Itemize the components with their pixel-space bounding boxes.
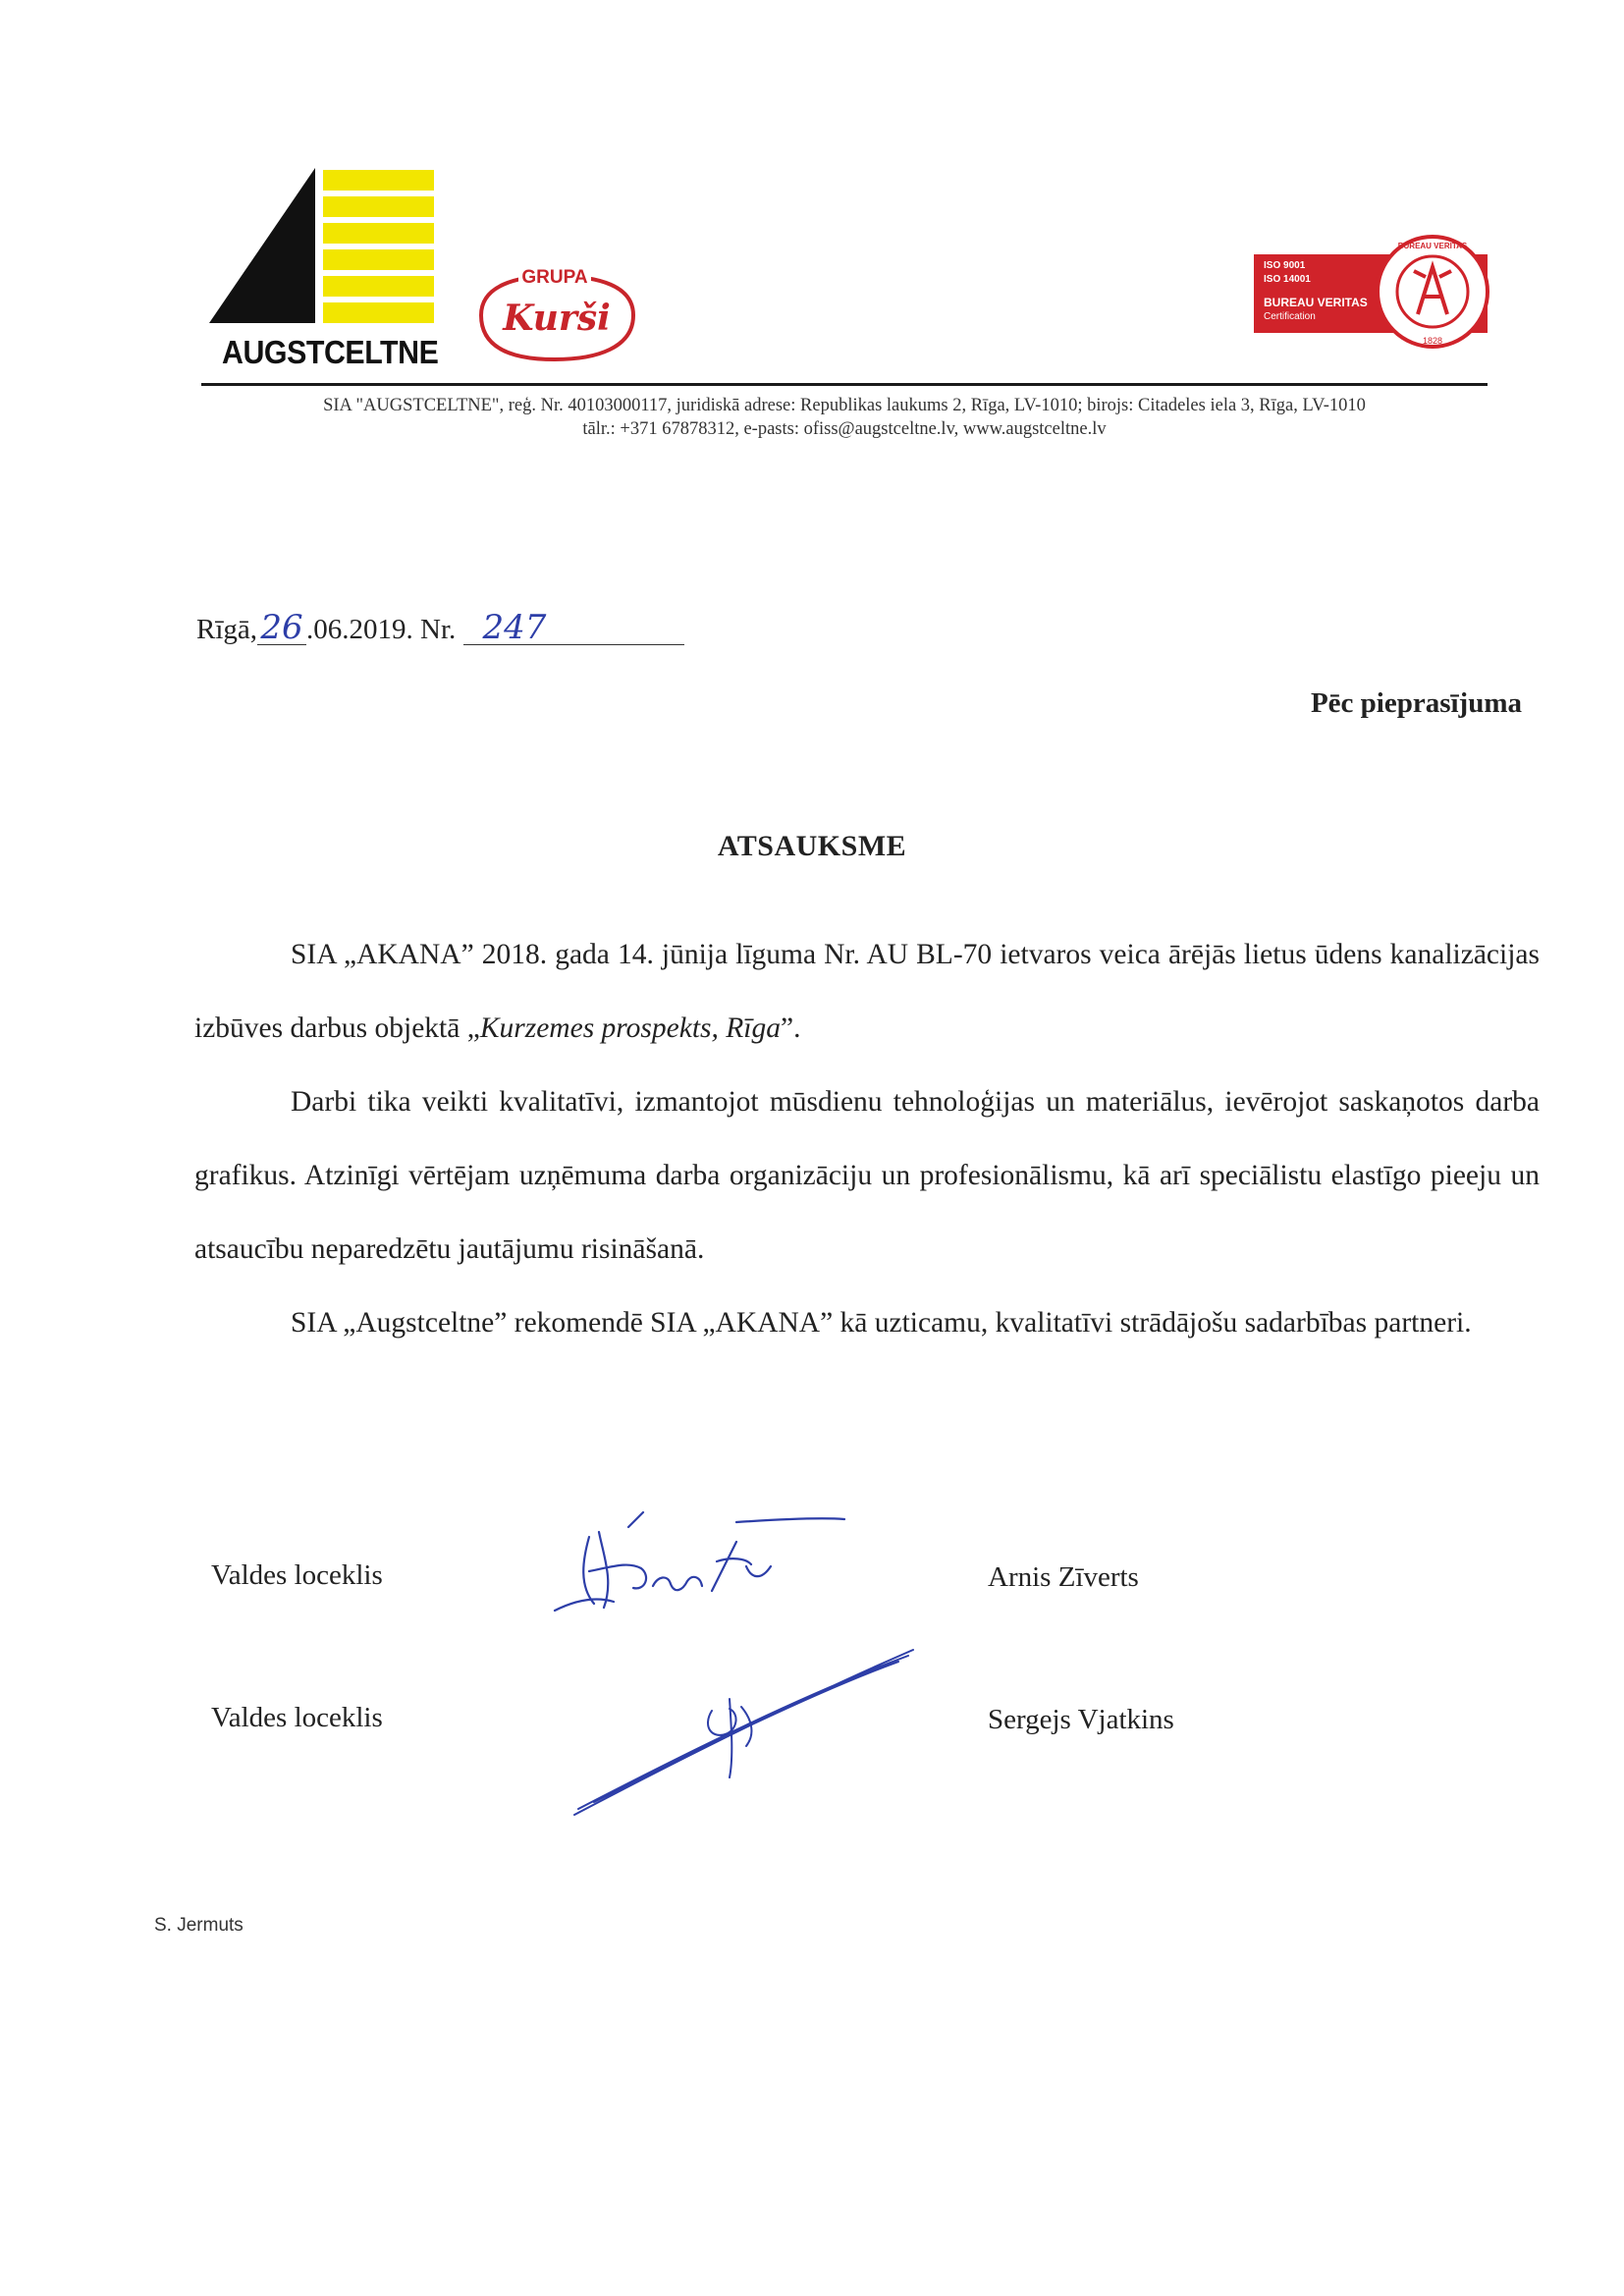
paragraph-contract: [194, 918, 1540, 1066]
paragraph-1-text: SIA „AKANA” 2018. gada 14. jūnija līguma Nr. AU BL-70 ietvaros veica ārējās lietus ūdens kanalizācijas izbūves darbus objektā „: [194, 939, 1540, 1044]
kursi-logo-name: Kurši: [503, 298, 611, 339]
company-contacts: tālr.: +371 67878312, e-pasts: ofiss@augstceltne.lv, www.augstceltne.lv: [582, 419, 1107, 439]
signature-1-icon: [535, 1507, 849, 1625]
handwritten-document-number: 247: [463, 611, 684, 645]
seal-text: BUREAU VERITAS: [1397, 242, 1468, 250]
certification-label: Certification: [1264, 311, 1316, 322]
signatory-1-name: Arnis Zīverts: [988, 1561, 1139, 1593]
object-name: Kurzemes prospekts, Rīga: [479, 1012, 781, 1044]
paragraph-3-text: SIA „Augstceltne” rekomendē SIA „AKANA” kā uzticamu, kvalitatīvi strādājošu sadarbības partneri.: [291, 1307, 1472, 1339]
handwritten-day: 26: [257, 611, 306, 645]
date-number-line: [196, 608, 684, 647]
request-label: Pēc pieprasījuma: [1310, 687, 1522, 719]
document-author: S. Jermuts: [154, 1915, 244, 1936]
kursi-logo-grupa: GRUPA: [521, 267, 588, 288]
bureau-veritas-label: BUREAU VERITAS: [1264, 296, 1368, 309]
place-label: Rīgā,: [196, 614, 258, 645]
iso-14001-label: ISO 14001: [1264, 274, 1311, 285]
company-registration-address: SIA "AUGSTCELTNE", reģ. Nr. 40103000117, juridiskā adrese: Republikas laukums 2, Rīga, LV-1010; birojs: Citadeles iela 3, Rīga, LV-1010: [323, 396, 1366, 415]
paragraph-2-text: Darbi tika veikti kvalitatīvi, izmantojot mūsdienu tehnoloģijas un materiālus, ievērojot saskaņotos darba grafikus. Atzinīgi vērtējam uzņēmuma darba organizāciju un profesionālismu, kā arī speciālistu elastīgo pieeju un atsaucību neparedzētu jautājumu risināšanā.: [194, 1086, 1540, 1265]
paragraph-1-end: ”.: [781, 1012, 801, 1044]
bureau-veritas-seal-icon: [1375, 232, 1490, 352]
signatory-2-role: Valdes loceklis: [211, 1702, 383, 1733]
paragraph-quality: [194, 1066, 1540, 1286]
signatory-2-name: Sergejs Vjatkins: [988, 1704, 1174, 1735]
kursi-group-logo: [452, 261, 658, 369]
header-divider: [201, 383, 1488, 386]
iso-9001-label: ISO 9001: [1264, 260, 1306, 271]
seal-year: 1828: [1422, 336, 1443, 346]
augstceltne-logo-text: AUGSTCELTNE: [222, 334, 439, 370]
document-title: ATSAUKSME: [717, 830, 907, 862]
paragraph-recommendation: [194, 1286, 1540, 1360]
date-and-number-label: .06.2019. Nr.: [306, 614, 457, 645]
signature-2-icon: [565, 1640, 918, 1822]
signatory-1-role: Valdes loceklis: [211, 1559, 383, 1591]
